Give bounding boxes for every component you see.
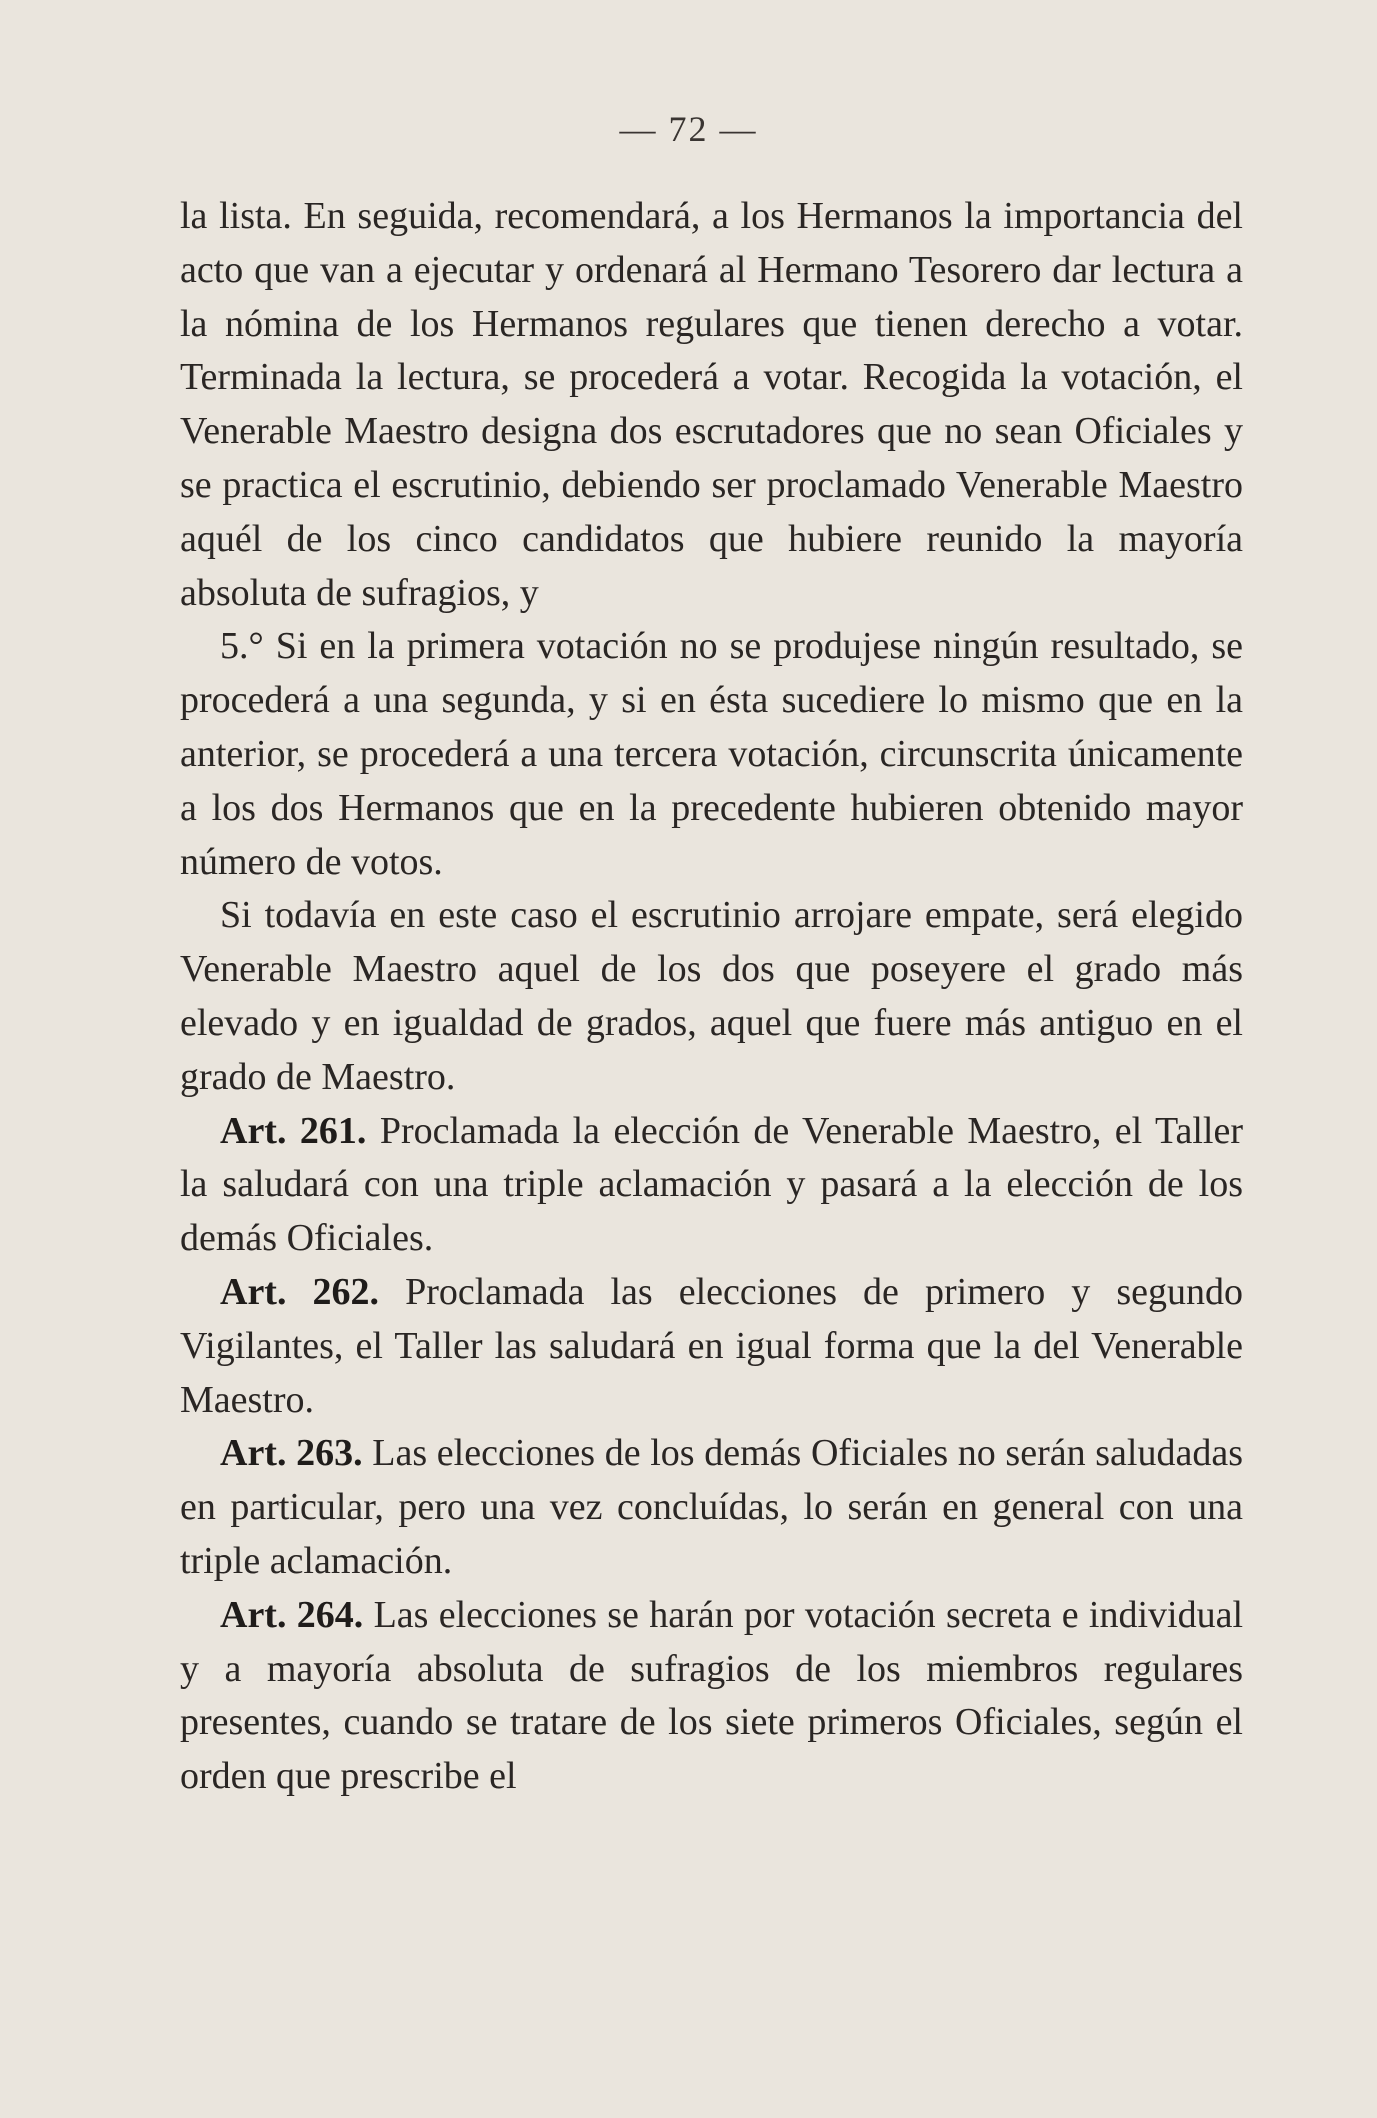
article-text: Las elecciones se harán por votación secreta e individual y a mayoría absoluta de sufragios de los miembros regulares presentes, cuando se tratare de los siete primeros Oficiales, según el orden que prescribe el	[180, 1593, 1243, 1798]
article-label: Art. 264.	[220, 1593, 364, 1636]
paragraph-tie-rule	[180, 889, 1243, 1104]
article-263	[180, 1427, 1243, 1588]
paragraph-item-5	[180, 620, 1243, 889]
article-text: Las elecciones de los demás Oficiales no serán saludadas en particular, pero una vez concluídas, lo serán en general con una triple aclamación.	[180, 1432, 1243, 1582]
paragraph-text: 5.° Si en la primera votación no se produjese ningún resultado, se procederá a una segunda, y si en ésta sucediere lo mismo que en la anterior, se procederá a una tercera votación, circunscrita únicamente a los dos Hermanos que en la precedente hubieren obtenido mayor número de votos.	[180, 625, 1243, 883]
article-label: Art. 263.	[220, 1432, 363, 1475]
article-264	[180, 1589, 1243, 1804]
article-label: Art. 262.	[220, 1270, 380, 1313]
page-number: — 72 —	[619, 109, 758, 149]
article-261	[180, 1105, 1243, 1266]
paragraph-continuation	[180, 190, 1243, 620]
article-text: Proclamada las elecciones de primero y segundo Vigilantes, el Taller las saludará en igual forma que la del Venerable Maestro.	[180, 1270, 1244, 1421]
paragraph-text: Si todavía en este caso el escrutinio arrojare empate, será elegido Venerable Maestro aquel de los dos que poseyere el grado más elevado y en igualdad de grados, aquel que fuere más antiguo en el grado de Maestro.	[180, 894, 1243, 1098]
paragraph-text: la lista. En seguida, recomendará, a los Hermanos la importancia del acto que van a ejecutar y ordenará al Hermano Tesorero dar lectura a la nómina de los Hermanos regulares que tienen derecho a votar. Terminada la lectura, se procederá a votar. Recogida la votación, el Venerable Maestro designa dos escrutadores que no sean Oficiales y se practica el escrutinio, debiendo ser proclamado Venerable Maestro aquél de los cinco candidatos que hubiere reunido la mayoría absoluta de sufragios, y	[180, 195, 1243, 614]
body-text	[180, 190, 1243, 1804]
article-text: Proclamada la elección de Venerable Maestro, el Taller la saludará con una triple aclamación y pasará a la elección de los demás Oficiales.	[180, 1109, 1244, 1260]
article-label: Art. 261.	[220, 1109, 367, 1152]
article-262	[180, 1266, 1243, 1427]
